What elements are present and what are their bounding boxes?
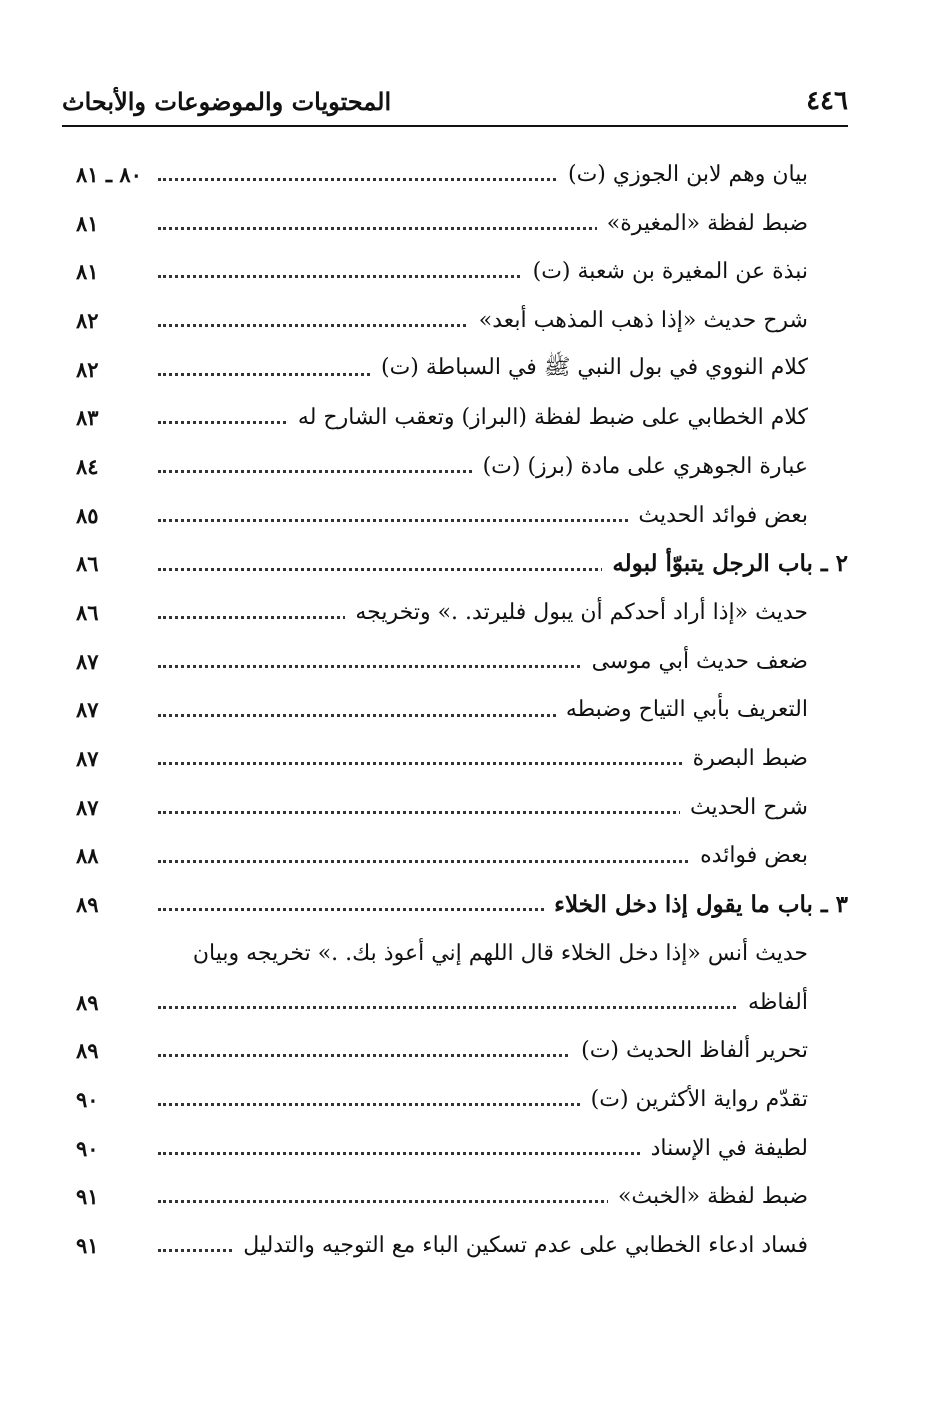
toc-page-number: ٨٩ — [76, 1038, 99, 1064]
toc-entry-title: كلام الخطابي على ضبط لفظة (البراز) وتعقب الشارح له — [288, 405, 808, 430]
toc-entry-title: فساد ادعاء الخطابي على عدم تسكين الباء مع التوجيه والتدليل — [233, 1233, 808, 1258]
toc-entry-title-continued: ألفاظه — [738, 990, 808, 1015]
toc-entry — [62, 199, 848, 248]
toc-entry — [62, 929, 848, 978]
toc-entry — [62, 296, 848, 345]
header-rule — [62, 125, 848, 127]
page-number: ٤٤٦ — [806, 86, 848, 116]
toc-entry-title: بعض فوائد الحديث — [628, 503, 808, 528]
toc-entry — [62, 1172, 848, 1221]
toc-entry-title: بعض فوائده — [690, 843, 808, 868]
toc-entry-title: التعريف بأبي التياح وضبطه — [556, 697, 808, 722]
toc-page-number: ٨٣ — [76, 405, 99, 431]
toc-entry-title: شرح الحديث — [680, 795, 808, 820]
toc-entry-title: بيان وهم لابن الجوزي (ت) — [558, 162, 808, 187]
toc-entry-title: ضبط لفظة «الخبث» — [608, 1184, 808, 1209]
toc-entry-title: حديث «إذا أراد أحدكم أن يبول فليرتد. .» وتخريجه — [345, 600, 808, 625]
running-title: المحتويات والموضوعات والأبحاث — [62, 86, 392, 116]
toc-page-number: ٨٢ — [76, 356, 99, 382]
toc-entry-title: ٢ ـ باب الرجل يتبوّأ لبوله — [602, 550, 848, 577]
toc-page-number: ٨٦ — [76, 551, 99, 577]
toc-page-number: ٩٠ — [76, 1086, 99, 1112]
toc-entry-title: تقدّم رواية الأكثرين (ت) — [581, 1087, 808, 1112]
toc-page-number: ٨٤ — [76, 453, 99, 479]
toc-entry-title: ٣ ـ باب ما يقول إذا دخل الخلاء — [544, 891, 848, 918]
toc-entry-title: نبذة عن المغيرة بن شعبة (ت) — [523, 259, 808, 284]
toc-page-number: ٨٨ — [76, 843, 99, 869]
toc-entry-title: حديث أنس «إذا دخل الخلاء قال اللهم إني أعوذ بك. .» تخريجه وبيان — [183, 941, 808, 966]
toc-entry-title: شرح حديث «إذا ذهب المذهب أبعد» — [469, 308, 808, 333]
toc-page-number: ٨٩ — [76, 892, 99, 918]
toc-entry — [62, 734, 848, 783]
toc-entry — [62, 1124, 848, 1173]
toc-page-number: ٨٠ ـ ٨١ — [76, 161, 142, 187]
toc-entry-title: عبارة الجوهري على مادة (برز) (ت) — [473, 454, 808, 479]
toc-entry — [62, 1075, 848, 1124]
toc-entry-title: تحرير ألفاظ الحديث (ت) — [571, 1038, 808, 1063]
toc-entry — [62, 442, 848, 491]
toc-entry — [62, 1221, 848, 1270]
toc-page-number: ٨٢ — [76, 307, 99, 333]
toc-entry-title: لطيفة في الإسناد — [641, 1136, 808, 1161]
toc-entry — [62, 345, 848, 394]
toc-page-number: ٨٩ — [76, 989, 99, 1015]
toc-page-number: ٩١ — [76, 1232, 99, 1258]
toc-page-number: ٨٧ — [76, 648, 99, 674]
toc-chapter-heading — [62, 540, 848, 589]
toc-entry — [62, 686, 848, 735]
toc-entry — [62, 393, 848, 442]
toc-entry — [62, 832, 848, 881]
toc-entry — [62, 637, 848, 686]
toc-page-number: ٨٧ — [76, 746, 99, 772]
toc-entry — [62, 150, 848, 199]
toc-entry-title: ضبط لفظة «المغيرة» — [597, 211, 808, 236]
toc-entry — [62, 1026, 848, 1075]
toc-page-number: ٩١ — [76, 1184, 99, 1210]
toc-entry — [62, 783, 848, 832]
toc-entry-title: ضعف حديث أبي موسى — [582, 649, 808, 674]
toc-chapter-heading — [62, 880, 848, 929]
toc-page-number: ٨١ — [76, 210, 99, 236]
page-header — [62, 78, 848, 124]
toc-page-number: ٨٦ — [76, 600, 99, 626]
toc-entry-title: ضبط البصرة — [683, 746, 808, 771]
toc-page-number: ٨٥ — [76, 502, 99, 528]
toc-page-number: ٨٧ — [76, 794, 99, 820]
toc-entry — [62, 247, 848, 296]
toc-page-number: ٨١ — [76, 259, 99, 285]
table-of-contents — [62, 150, 848, 1270]
toc-page-number: ٩٠ — [76, 1135, 99, 1161]
toc-entry-continuation — [62, 978, 848, 1027]
toc-entry — [62, 491, 848, 540]
dot-leader — [158, 1006, 808, 1009]
toc-page-number: ٨٧ — [76, 697, 99, 723]
toc-entry-title: كلام النووي في بول النبي ﷺ في السباطة (ت) — [371, 353, 808, 385]
toc-entry — [62, 588, 848, 637]
